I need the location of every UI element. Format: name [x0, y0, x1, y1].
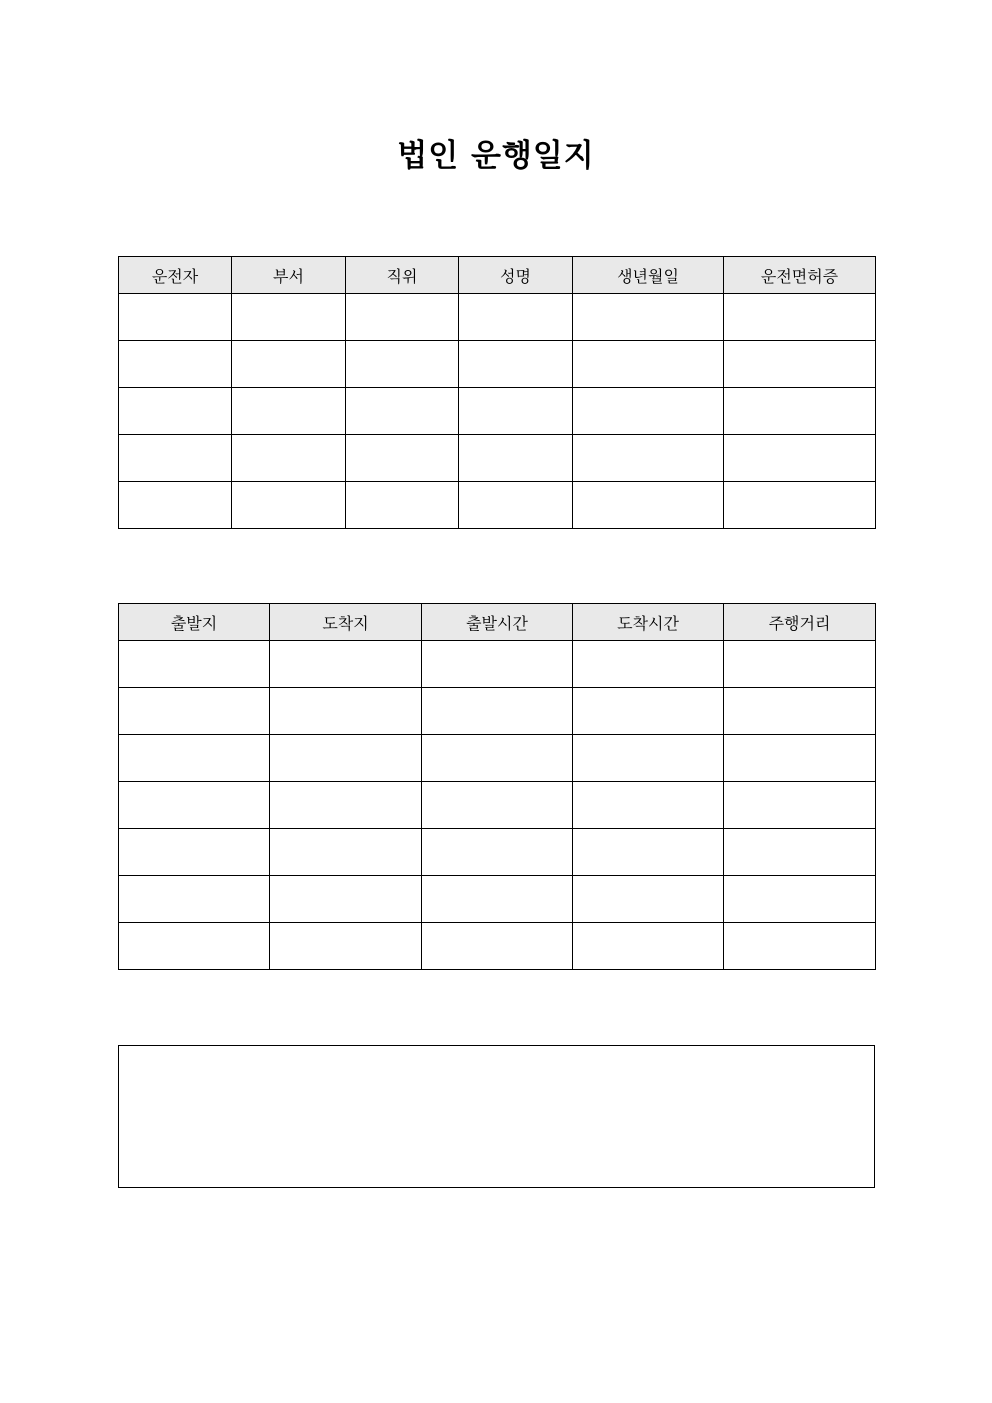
table-cell[interactable]	[573, 735, 724, 782]
table-cell[interactable]	[459, 294, 573, 341]
table-cell[interactable]	[346, 435, 459, 482]
table-cell[interactable]	[270, 923, 422, 970]
table-cell[interactable]	[119, 923, 270, 970]
table-cell[interactable]	[724, 829, 876, 876]
table-cell[interactable]	[422, 923, 573, 970]
table-cell[interactable]	[119, 735, 270, 782]
table-cell[interactable]	[232, 435, 346, 482]
table-cell[interactable]	[573, 641, 724, 688]
table-cell[interactable]	[422, 782, 573, 829]
document-title: 법인 운행일지	[397, 138, 595, 174]
table-cell[interactable]	[119, 829, 270, 876]
table-cell[interactable]	[422, 876, 573, 923]
driver-table-row	[119, 388, 876, 435]
table-cell[interactable]	[459, 341, 573, 388]
header-departure-time: 출발시간	[422, 604, 573, 641]
table-cell[interactable]	[724, 294, 876, 341]
table-cell[interactable]	[573, 829, 724, 876]
table-cell[interactable]	[346, 294, 459, 341]
driver-info-table	[118, 256, 876, 529]
table-cell[interactable]	[573, 435, 724, 482]
table-cell[interactable]	[459, 482, 573, 529]
header-driver: 운전자	[119, 257, 232, 294]
table-cell[interactable]	[573, 388, 724, 435]
table-cell[interactable]	[459, 435, 573, 482]
table-cell[interactable]	[573, 688, 724, 735]
trip-table-header-row	[119, 604, 876, 641]
table-cell[interactable]	[422, 641, 573, 688]
table-cell[interactable]	[573, 482, 724, 529]
table-cell[interactable]	[346, 482, 459, 529]
table-cell[interactable]	[724, 782, 876, 829]
table-cell[interactable]	[270, 735, 422, 782]
table-cell[interactable]	[232, 294, 346, 341]
trip-log-table	[118, 603, 876, 970]
header-position: 직위	[346, 257, 459, 294]
table-cell[interactable]	[724, 923, 876, 970]
table-cell[interactable]	[724, 341, 876, 388]
table-cell[interactable]	[119, 876, 270, 923]
table-cell[interactable]	[459, 388, 573, 435]
table-cell[interactable]	[724, 735, 876, 782]
table-cell[interactable]	[232, 482, 346, 529]
table-cell[interactable]	[232, 388, 346, 435]
header-departure: 출발지	[119, 604, 270, 641]
table-cell[interactable]	[573, 876, 724, 923]
table-cell[interactable]	[119, 341, 232, 388]
table-cell[interactable]	[724, 435, 876, 482]
table-cell[interactable]	[119, 641, 270, 688]
header-license: 운전면허증	[724, 257, 876, 294]
table-cell[interactable]	[119, 388, 232, 435]
table-cell[interactable]	[573, 782, 724, 829]
table-cell[interactable]	[346, 341, 459, 388]
table-cell[interactable]	[346, 388, 459, 435]
table-cell[interactable]	[232, 341, 346, 388]
table-cell[interactable]	[724, 388, 876, 435]
driver-table-row	[119, 294, 876, 341]
driver-table-header-row	[119, 257, 876, 294]
trip-table-row	[119, 782, 876, 829]
memo-box[interactable]	[118, 1045, 875, 1188]
trip-table-row	[119, 923, 876, 970]
trip-table-row	[119, 735, 876, 782]
table-cell[interactable]	[119, 782, 270, 829]
header-department: 부서	[232, 257, 346, 294]
trip-table-row	[119, 641, 876, 688]
table-cell[interactable]	[724, 876, 876, 923]
header-destination: 도착지	[270, 604, 422, 641]
driver-table-row	[119, 341, 876, 388]
table-cell[interactable]	[573, 923, 724, 970]
driver-table-row	[119, 482, 876, 529]
table-cell[interactable]	[270, 829, 422, 876]
header-birthdate: 생년월일	[573, 257, 724, 294]
table-cell[interactable]	[573, 341, 724, 388]
table-cell[interactable]	[422, 688, 573, 735]
table-cell[interactable]	[119, 482, 232, 529]
header-name: 성명	[459, 257, 573, 294]
header-arrival-time: 도착시간	[573, 604, 724, 641]
table-cell[interactable]	[422, 735, 573, 782]
table-cell[interactable]	[270, 641, 422, 688]
table-cell[interactable]	[724, 482, 876, 529]
table-cell[interactable]	[573, 294, 724, 341]
table-cell[interactable]	[119, 688, 270, 735]
table-cell[interactable]	[119, 294, 232, 341]
table-cell[interactable]	[270, 688, 422, 735]
table-cell[interactable]	[724, 641, 876, 688]
trip-table-row	[119, 876, 876, 923]
driver-table-row	[119, 435, 876, 482]
table-cell[interactable]	[270, 782, 422, 829]
table-cell[interactable]	[422, 829, 573, 876]
table-cell[interactable]	[119, 435, 232, 482]
table-cell[interactable]	[724, 688, 876, 735]
header-distance: 주행거리	[724, 604, 876, 641]
trip-table-row	[119, 688, 876, 735]
table-cell[interactable]	[270, 876, 422, 923]
trip-table-row	[119, 829, 876, 876]
